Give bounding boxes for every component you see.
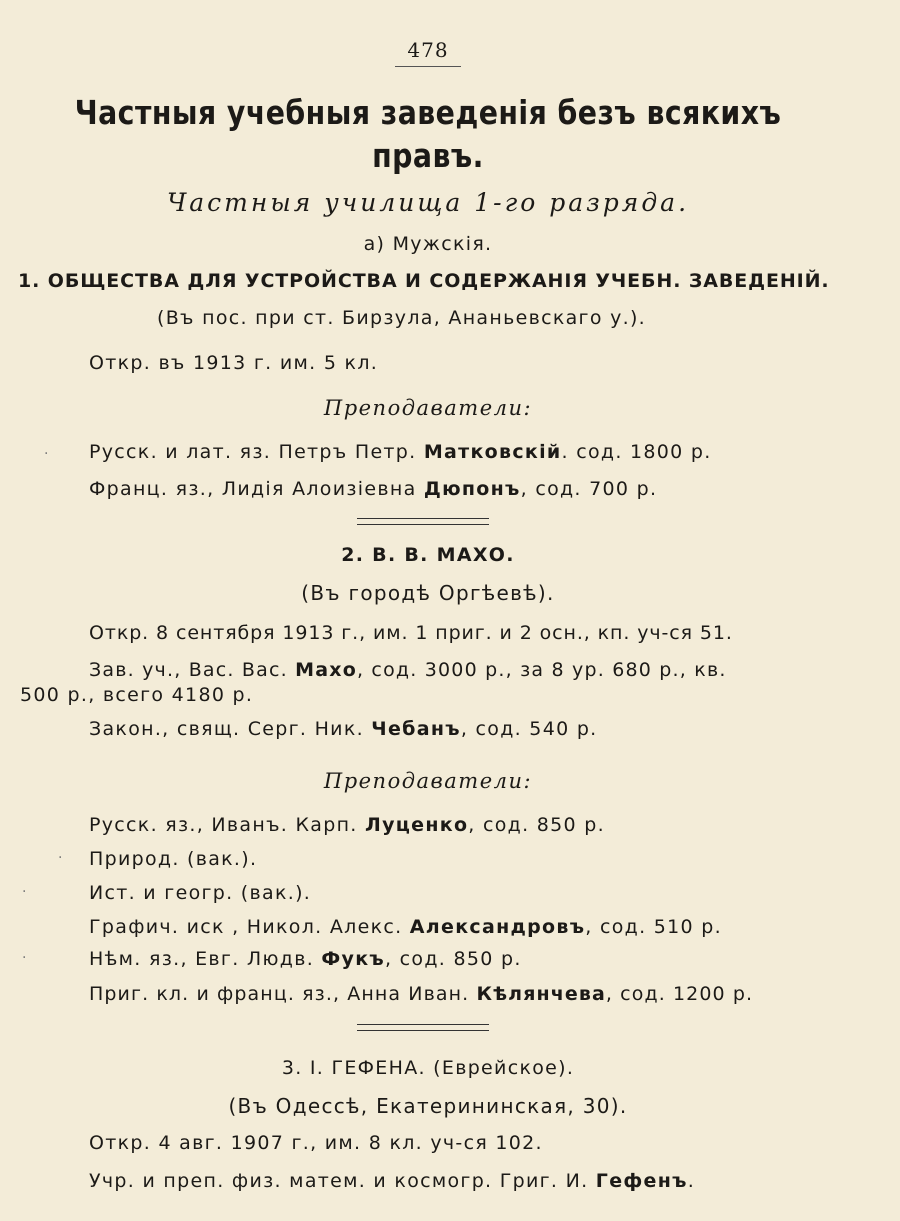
teacher-salary: , сод. 700 р.: [520, 478, 658, 500]
school2-teacher4: [89, 916, 722, 938]
school2-teacher2: Природ. (вак.).: [89, 848, 258, 870]
school3-opened: Откр. 4 авг. 1907 г., им. 8 кл. уч-ся 102.: [89, 1132, 543, 1154]
director-salary: , сод. 3000 р., за 8 ур. 680 р., кв.: [356, 659, 727, 681]
teacher-salary: , сод. 850 р.: [385, 948, 522, 970]
school3-founder: [89, 1170, 695, 1192]
print-speck: ·: [22, 884, 27, 900]
teacher-subject: Графич. иск , Никол. Алекс.: [89, 916, 410, 938]
school1-name: ОБЩЕСТВА ДЛЯ УСТРОЙСТВА И СОДЕРЖАНІЯ УЧЕБН. ЗАВЕДЕНІЙ.: [47, 270, 830, 292]
school2-teacher1: [89, 814, 605, 836]
school2-teacher5: [89, 948, 522, 970]
section-divider: [357, 1024, 489, 1031]
school1-teacher2: [89, 478, 657, 500]
subtitle: Частныя училища 1-го разряда.: [166, 188, 690, 217]
founder-punct: .: [687, 1170, 696, 1192]
teacher-subject: Закон., свящ. Серг. Ник.: [89, 718, 372, 740]
teacher-surname: Матковскій: [423, 441, 562, 463]
school2-law-teacher: [89, 718, 598, 740]
page-title-line2: правъ.: [372, 136, 484, 175]
teacher-surname: Фукъ: [321, 948, 385, 970]
print-speck: ·: [22, 950, 27, 966]
teacher-subject: Русск. и лат. яз. Петръ Петр.: [89, 441, 424, 463]
founder-surname: Гефенъ: [595, 1170, 688, 1192]
school1-teacher1: [89, 441, 712, 463]
teacher-salary: , сод. 1200 р.: [605, 983, 754, 1005]
school3-heading: 3. I. ГЕФЕНА. (Еврейское).: [281, 1057, 575, 1079]
director-surname: Махо: [295, 659, 357, 681]
page-title-line1: Частныя учебныя заведенія безъ всякихъ: [74, 93, 782, 132]
school2-opened: Откр. 8 сентября 1913 г., им. 1 приг. и 2 осн., кп. уч-ся 51.: [89, 622, 733, 644]
school2-location: (Въ городѣ Оргѣевѣ).: [301, 581, 555, 605]
teacher-salary: , сод. 540 р.: [460, 718, 598, 740]
school2-teachers-heading: Преподаватели:: [323, 769, 533, 793]
school2-teacher6: [89, 983, 753, 1005]
section-divider: [357, 518, 489, 525]
school1-location: (Въ пос. при ст. Бирзула, Ананьевскаго у.).: [157, 307, 647, 329]
director-role: Зав. уч., Вас. Вас.: [89, 659, 296, 681]
teacher-salary: , сод. 510 р.: [585, 916, 722, 938]
school2-teacher3: Ист. и геогр. (вак.).: [89, 882, 312, 904]
section-male-heading: а) Мужскія.: [363, 233, 493, 255]
teacher-subject: Франц. яз., Лидія Алоизіевна: [89, 478, 424, 500]
teacher-surname: Луценко: [364, 814, 469, 836]
print-speck: ·: [44, 446, 49, 462]
teacher-subject: Русск. яз., Иванъ. Карп.: [89, 814, 365, 836]
teacher-salary: . сод. 1800 р.: [561, 441, 712, 463]
teacher-surname: Чебанъ: [371, 718, 461, 740]
founder-role: Учр. и преп. физ. матем. и космогр. Григ. И.: [89, 1170, 596, 1192]
teacher-surname: Кѣлянчева: [476, 983, 606, 1005]
teacher-salary: , сод. 850 р.: [468, 814, 605, 836]
print-speck: ·: [58, 850, 63, 866]
teacher-surname: Александровъ: [409, 916, 586, 938]
school1-opened: Откр. въ 1913 г. им. 5 кл.: [89, 352, 379, 374]
school1-number: 1.: [18, 270, 41, 292]
school2-heading: 2. В. В. МАХО.: [341, 544, 515, 566]
school2-director-line2: 500 р., всего 4180 р.: [20, 684, 254, 706]
page-number-rule: [395, 66, 461, 67]
school3-location: (Въ Одессѣ, Екатерининская, 30).: [228, 1094, 628, 1118]
page-number: 478: [407, 38, 449, 62]
teacher-subject: Нѣм. яз., Евг. Людв.: [89, 948, 322, 970]
teacher-subject: Приг. кл. и франц. яз., Анна Иван.: [89, 983, 477, 1005]
school2-director: [89, 659, 727, 681]
school1-heading: [18, 270, 830, 292]
teacher-surname: Дюпонъ: [423, 478, 521, 500]
school1-teachers-heading: Преподаватели:: [323, 396, 533, 420]
